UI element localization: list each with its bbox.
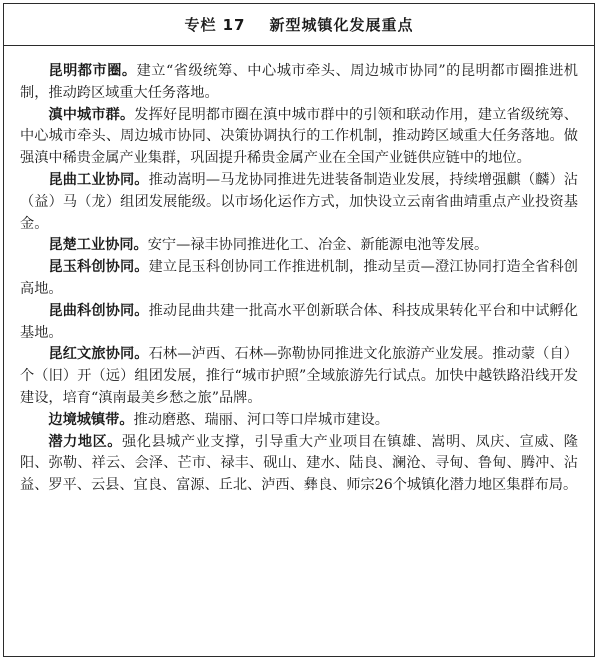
section-text: 推动磨憨、瑞丽、河口等口岸城市建设。 — [133, 411, 389, 428]
section-text: 建立“省级统筹、中心城市牵头、周边城市协同”的昆明都市圈推进机制，推动跨区域重大任务落地。 — [20, 63, 578, 101]
box-label: 专栏 — [184, 16, 217, 34]
section-text: 安宁—禄丰协同推进化工、冶金、新能源电池等发展。 — [147, 237, 489, 254]
section-heading: 昆曲科创协同。 — [48, 302, 149, 319]
section-heading: 滇中城市群。 — [48, 106, 135, 123]
section-kunqu-innovation — [20, 301, 578, 345]
section-kunchu-industry — [20, 235, 578, 257]
section-kunyu-innovation — [20, 257, 578, 301]
section-text: 强化县城产业支撑，引导重大产业项目在镇雄、嵩明、凤庆、宣威、隆阳、弥勒、祥云、会泽、芒市、禄丰、砚山、建水、陆良、澜沧、寻甸、鲁甸、腾冲、沾益、罗平、云县、宜良、富源、丘北、泸西、彝良、师宗26个城镇化潜力地区集群布局。 — [20, 433, 578, 494]
section-kunhong-tourism — [20, 344, 578, 409]
section-text: 发挥好昆明都市圈在滇中城市群中的引领和联动作用，建立省级统筹、中心城市牵头、周边城市协同、决策协调执行的工作机制，推动跨区域重大任务落地。做强滇中稀贵金属产业集群，巩固提升稀贵金属产业在全国产业链供应链中的地位。 — [20, 106, 578, 167]
section-heading: 昆红文旅协同。 — [48, 346, 149, 363]
section-heading: 边境城镇带。 — [48, 411, 134, 428]
feature-box — [3, 3, 595, 657]
section-kunqu-industry — [20, 170, 578, 235]
section-text: 推动昆曲共建一批高水平创新联合体、科技成果转化平台和中试孵化基地。 — [20, 302, 578, 341]
section-heading: 昆明都市圈。 — [48, 63, 137, 79]
section-heading: 昆玉科创协同。 — [48, 259, 149, 276]
section-border-towns — [20, 410, 578, 432]
box-title-bar — [4, 4, 594, 46]
section-heading: 昆楚工业协同。 — [48, 237, 148, 254]
section-kunming-metro — [20, 61, 578, 105]
section-text: 建立昆玉科创协同工作推进机制，推动呈贡—澄江协同打造全省科创高地。 — [20, 259, 578, 297]
section-text: 推动嵩明—马龙协同推进先进装备制造业发展，持续增强麒（麟）沾（益）马（龙）组团发展能级。以市场化运作方式，加快设立云南省曲靖重点产业投资基金。 — [20, 171, 578, 232]
section-central-yunnan — [20, 105, 578, 170]
section-text: 石林—泸西、石林—弥勒协同推进文化旅游产业发展。推动蒙（自）个（旧）开（远）组团发展，推行“城市护照”全域旅游先行试点。加快中越铁路沿线开发建设，培育“滇南最美乡愁之旅”品牌。 — [20, 346, 578, 406]
section-heading: 昆曲工业协同。 — [48, 171, 149, 188]
box-number: 17 — [222, 15, 246, 34]
section-heading: 潜力地区。 — [48, 433, 123, 450]
box-title: 新型城镇化发展重点 — [269, 16, 414, 34]
section-potential-areas — [20, 432, 578, 497]
box-content — [4, 46, 594, 497]
